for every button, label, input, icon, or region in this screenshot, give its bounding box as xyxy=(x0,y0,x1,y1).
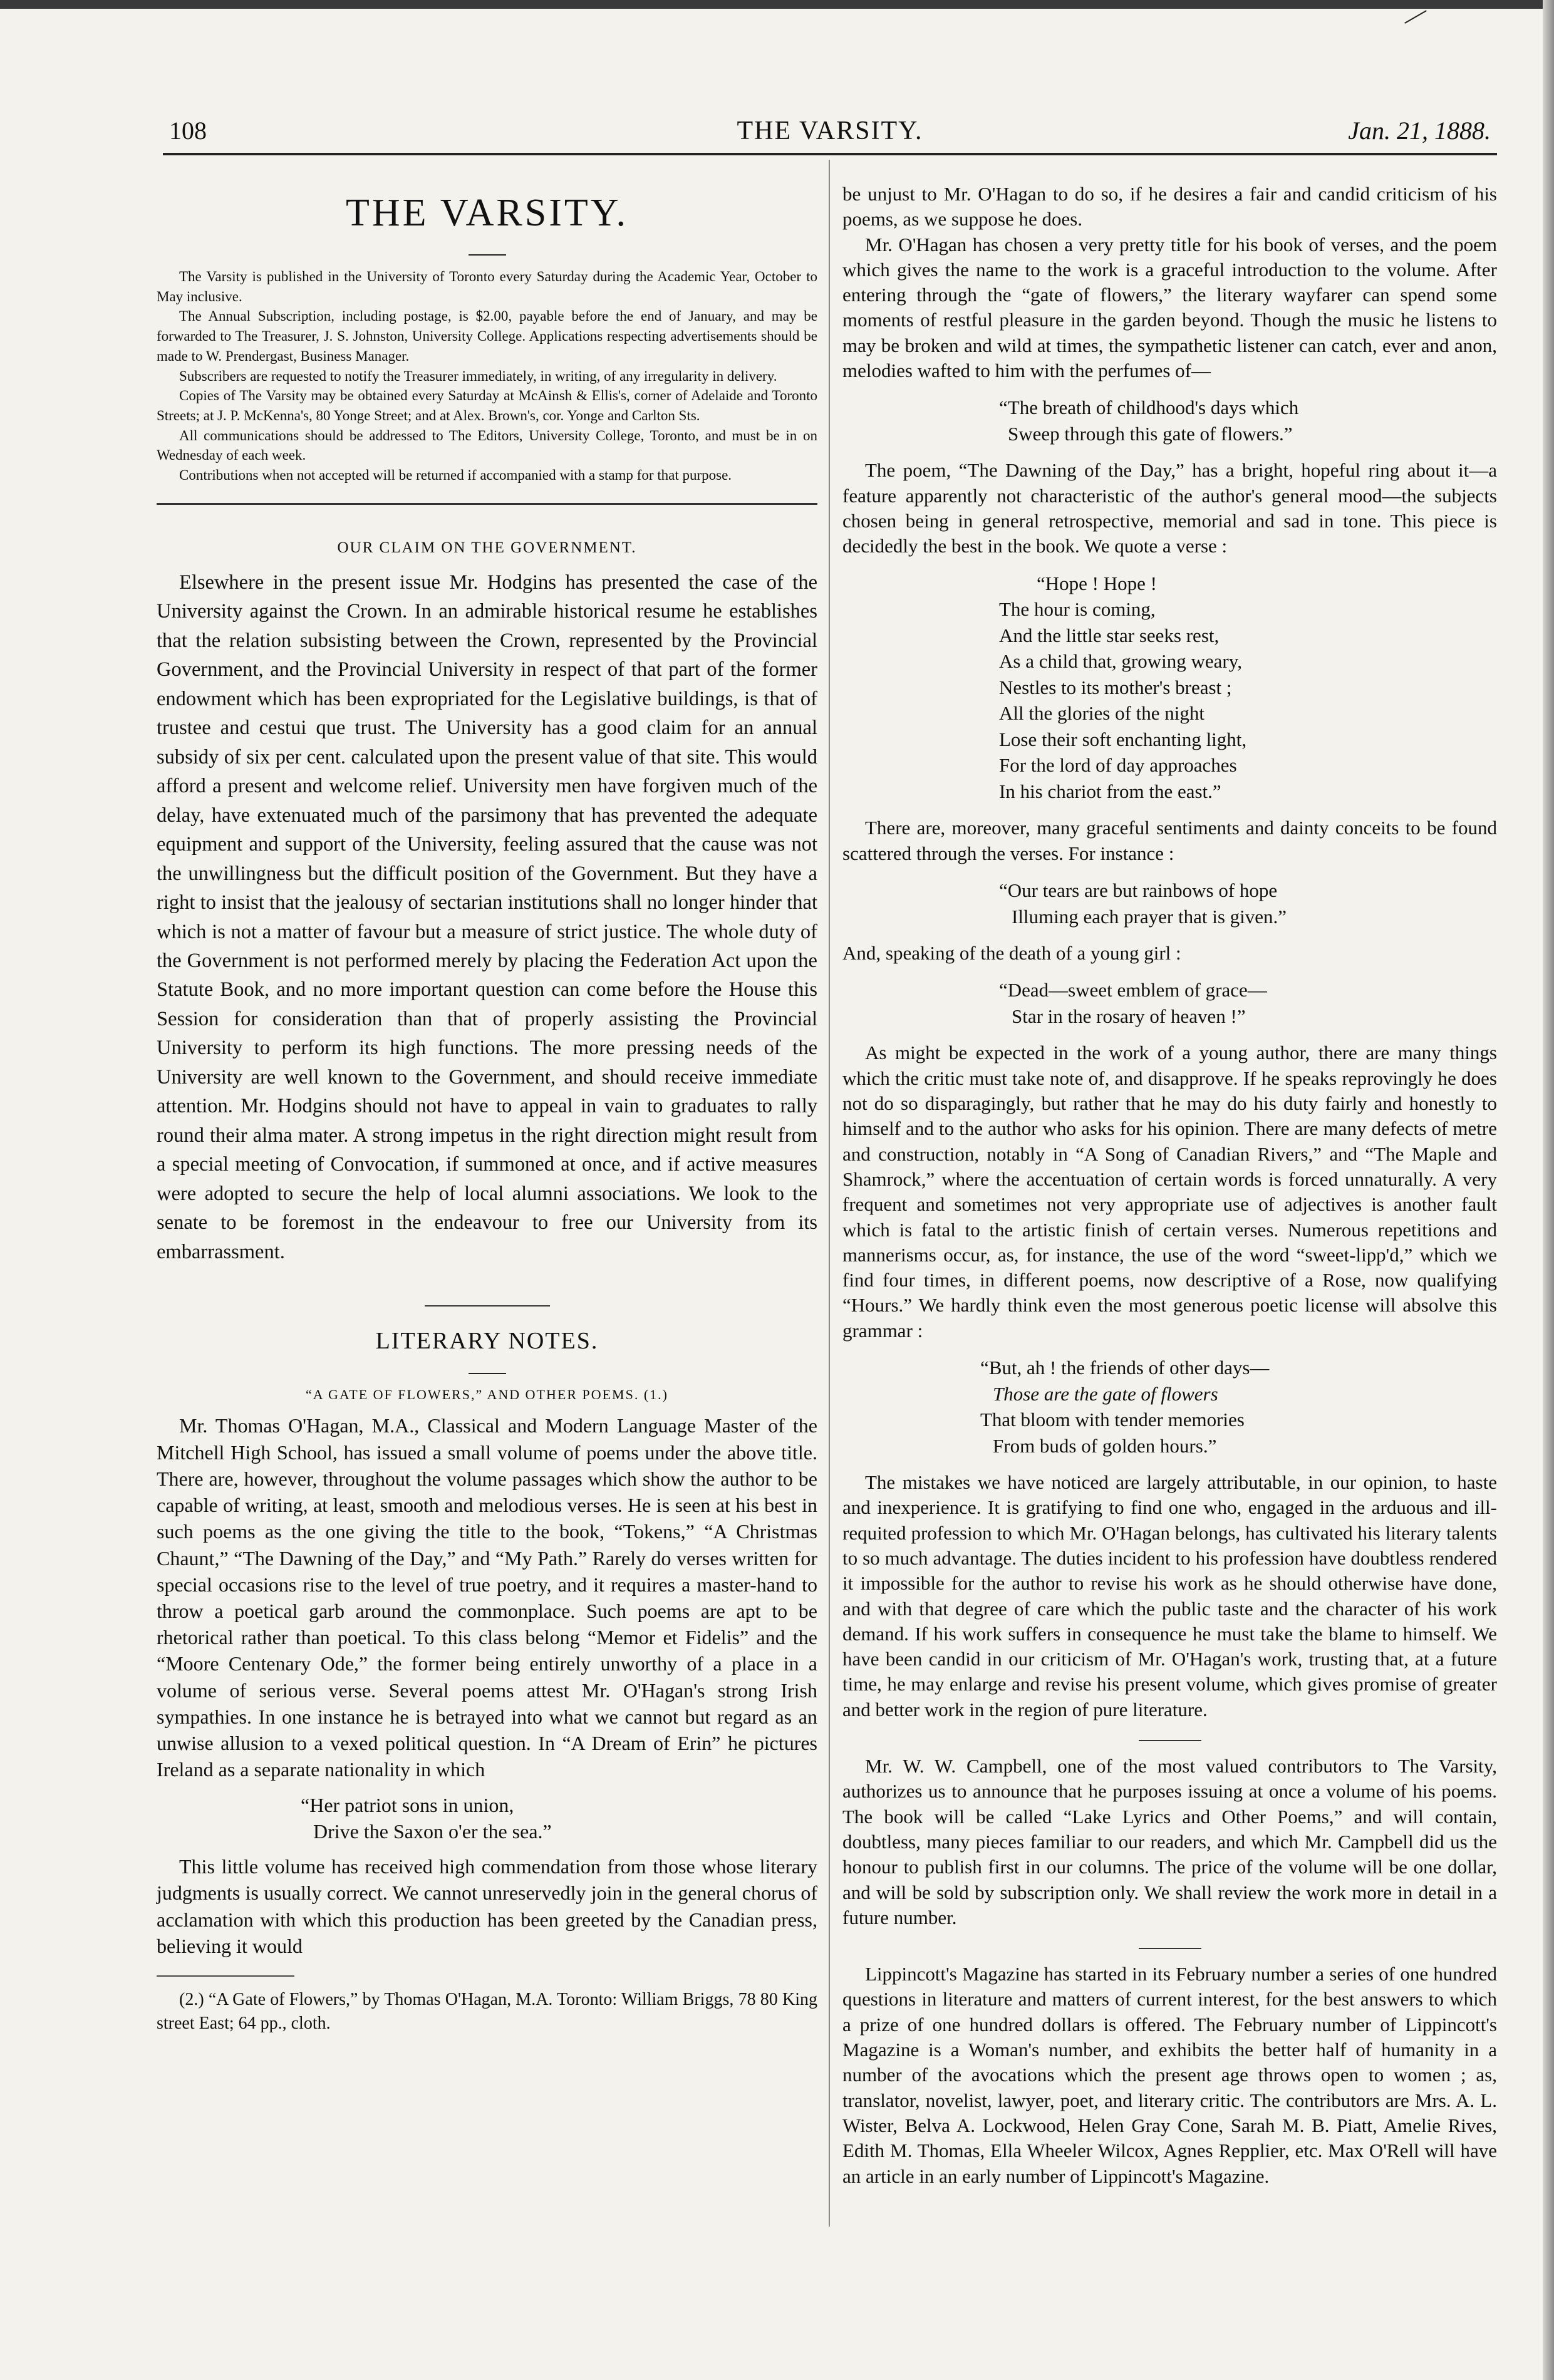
info-paragraph: Contributions when not accepted will be returned if accompanied with a stamp for that purpose. xyxy=(179,467,732,484)
review-paragraph: And, speaking of the death of a young girl : xyxy=(842,942,1181,965)
verse-line: “Hope ! Hope ! xyxy=(1037,572,1157,594)
review-subtitle: “A GATE OF FLOWERS,” AND OTHER POEMS. (1.) xyxy=(306,1387,668,1403)
note-rule xyxy=(1139,1740,1201,1741)
page-right-edge xyxy=(1543,0,1554,2380)
verse-line: Sweep through this gate of flowers.” xyxy=(1008,422,1293,445)
verse-line: “Our tears are but rainbows of hope xyxy=(999,879,1278,901)
quoted-verse xyxy=(980,1355,1497,1459)
verse-line: Star in the rosary of heaven !” xyxy=(1012,1005,1246,1027)
campbell-note: Mr. W. W. Campbell, one of the most valued contributors to The Varsity, authorizes us to announce that he purposes issuing at once a volume of his poems. The book will be called “Lake Lyrics and Other Poems,” and will contain, doubtless, many pieces familiar to our readers, and which Mr. Campbell did us the honour to publish first in our columns. The price of the volume will be one dollar, and will be sold by subscription only. We shall review the work more in detail in a future number. xyxy=(842,1755,1497,1928)
info-paragraph: The Varsity is published in the University of Toronto every Saturday during the Academic Year, October to May inclusive. xyxy=(157,268,817,304)
footnote-rule xyxy=(157,1975,294,1977)
page-number: 108 xyxy=(169,116,207,145)
info-paragraph: The Annual Subscription, including postage, is $2.00, payable before the end of January, and may be forwarded to The Treasurer, J. S. Johnston, University College. Applications respecting advertisements should be made to W. Prendergast, Business Manager. xyxy=(157,308,817,364)
verse-line: Lose their soft enchanting light, xyxy=(999,728,1247,750)
quoted-verse xyxy=(301,1792,817,1844)
section-rule xyxy=(425,1305,550,1306)
editorial-title: OUR CLAIM ON THE GOVERNMENT. xyxy=(337,539,637,556)
literary-notes-title: LITERARY NOTES. xyxy=(375,1328,599,1355)
quoted-verse xyxy=(999,977,1497,1029)
verse-line: From buds of golden hours.” xyxy=(993,1434,1217,1457)
review-paragraph: The poem, “The Dawning of the Day,” has a bright, hopeful ring about it—a feature apparently not characteristic of the author's general mood—the subjects chosen being in general retrospective, memorial and sad in tone. This piece is decidedly the best in the book. We quote a verse : xyxy=(842,459,1497,557)
info-paragraph: Copies of The Varsity may be obtained every Saturday at McAinsh & Ellis's, corner of Adelaide and Toronto Streets; at J. P. McKenna's, 80 Yonge Street; and at Alex. Brown's, cor. Yonge and Carlton Sts. xyxy=(157,388,817,423)
verse-line: For the lord of day approaches xyxy=(999,754,1237,777)
footnote: (2.) “A Gate of Flowers,” by Thomas O'Hagan, M.A. Toronto: William Briggs, 78 80 King street East; 64 pp., cloth. xyxy=(157,1990,817,2034)
right-column xyxy=(842,182,1497,2189)
masthead: THE VARSITY. xyxy=(345,192,629,234)
info-paragraph: All communications should be addressed to The Editors, University College, Toronto, and must be in on Wednesday of each week. xyxy=(157,427,817,463)
publication-info xyxy=(157,267,817,485)
header-rule xyxy=(163,153,1497,155)
column-divider xyxy=(829,160,830,2227)
verse-line: All the glories of the night xyxy=(999,702,1205,725)
review-paragraph: This little volume has received high commendation from those whose literary judgments is usually correct. We cannot unreservedly join in the general chorus of acclamation with which this production has been greeted by the Canadian press, believing it would xyxy=(157,1855,817,1957)
verse-line: In his chariot from the east.” xyxy=(999,780,1221,802)
review-paragraph: Mr. Thomas O'Hagan, M.A., Classical and Modern Language Master of the Mitchell High School, has issued a small volume of poems under the above title. There are, however, throughout the volume passages which show the author to be capable of writing, at least, smooth and melodious verses. He is seen at his best in such poems as the one giving the title to the book, “Tokens,” “A Christmas Chaunt,” “The Dawning of the Day,” and “My Path.” Rarely do verses written for special occasions rise to the level of true poetry, and it requires a master-hand to throw a poetical garb around the commonplace. Such poems are apt to be rhetorical rather than poetical. To this class belong “Memor et Fidelis” and the “Moore Centenary Ode,” the former being entirely unworthy of a place in a volume of serious verse. Several poems attest Mr. O'Hagan's strong Irish sympathies. In one instance he is betrayed into what we cannot but regard as an unwise allusion to a vexed political question. In “A Dream of Erin” he pictures Ireland as a separate nationality in which xyxy=(157,1414,817,1781)
verse-line: Drive the Saxon o'er the sea.” xyxy=(313,1819,552,1843)
verse-line: “Dead—sweet emblem of grace— xyxy=(999,979,1267,1001)
running-title: THE VARSITY. xyxy=(737,116,923,145)
review-paragraph: Mr. O'Hagan has chosen a very pretty title for his book of verses, and the poem which gives the name to the work is a graceful introduction to the volume. After entering through the “gate of flowers,” the literary wayfarer can spend some moments of restful pleasure in the garden beyond. Though the music he listens to may be broken and wild at times, the sympathetic listener can catch, ever and anon, melodies wafted to him with the perfumes of— xyxy=(842,233,1497,382)
verse-line: “Her patriot sons in union, xyxy=(301,1793,514,1816)
review-paragraph: There are, moreover, many graceful sentiments and dainty conceits to be found scattered through the verses. For instance : xyxy=(842,817,1497,864)
quoted-verse xyxy=(999,395,1497,447)
review-paragraph: As might be expected in the work of a young author, there are many things which the critic must take note of, and disapprove. If he speaks reprovingly he does not do so disparagingly, but rather that he may do his duty fairly and honestly to himself and to the author who asks for his opinion. There are many defects of metre and construction, notably in “A Song of Canadian Rivers,” and “The Maple and Shamrock,” where the accentuation of certain words is forced unnaturally. A very frequent and sometimes not very appropriate use of adjectives is another fault which is fatal to the artistic finish of certain verses. Numerous repetitions and mannerisms occur, as, for instance, the use of the word “sweet-lipp'd,” which we find four times, in different poems, now descriptive of a Rose, now qualifying “Hours.” We hardly think even the most generous poetic license will absolve this grammar : xyxy=(842,1042,1497,1342)
section-rule xyxy=(157,503,817,505)
info-paragraph: Subscribers are requested to notify the Treasurer immediately, in writing, of any irregularity in delivery. xyxy=(179,368,777,384)
quoted-verse xyxy=(999,571,1497,805)
quoted-verse xyxy=(999,877,1497,929)
verse-line: “The breath of childhood's days which xyxy=(999,396,1299,419)
editorial-paragraph: Elsewhere in the present issue Mr. Hodgins has presented the case of the University against the Crown. In an admirable historical resume he establishes that the relation subsisting between the Crown, represented by the Provincial Government, and the Provincial University in respect of that part of the former endowment which has been expropriated for the Legislative buildings, is that of trustee and cestui que trust. The University has a good claim for an annual subsidy of six per cent. calculated upon the present value of that site. This would afford a present and welcome relief. University men have forgiven much of the delay, have extenuated much of the parsimony that has prevented the adequate equipment and support of the University, feeling assured that the cause was not the unwillingness but the difficult position of the Government. But they have a right to insist that the jealousy of sectarian institutions shall no longer hinder that which is not a matter of favour but a measure of strict justice. The whole duty of the Government is not performed merely by placing the Federation Act upon the Statute Book, and no more important question can come before the House this Session for consideration than that of properly assisting the Provincial University to perform its high functions. The more pressing needs of the University are well known to the Government, and should receive immediate attention. Mr. Hodgins should not have to appeal in vain to graduates to rally round their alma mater. A strong impetus in the right direction might result from a special meeting of Convocation, if summoned at once, and if active measures were adopted to secure the help of local alumni associations. We look to the senate to be foremost in the endeavour to free our University from its embarrassment. xyxy=(157,571,817,1263)
verse-line: As a child that, growing weary, xyxy=(999,650,1242,673)
verse-line: “But, ah ! the friends of other days— xyxy=(980,1356,1270,1379)
review-paragraph: be unjust to Mr. O'Hagan to do so, if he desires a fair and candid criticism of his poems, as we suppose he does. xyxy=(842,183,1497,230)
lippincott-note: Lippincott's Magazine has started in its February number a series of one hundred questions in literature and matters of current interest, for the best answers to which a prize of one hundred dollars is offered. The February number of Lippincott's Magazine is a Woman's number, and exhibits the better half of humanity in a number of the avocations which the present age throws open to women ; as, translator, novelist, lawyer, poet, and literary critic. The contributors are Mrs. A. L. Wister, Belva A. Lockwood, Helen Gray Cone, Sarah M. B. Piatt, Amelie Rives, Edith M. Thomas, Ella Wheeler Wilcox, Agnes Repplier, etc. Max O'Rell will have an article in an early number of Lippincott's Magazine. xyxy=(842,1963,1497,2187)
verse-line: That bloom with tender memories xyxy=(980,1409,1245,1431)
verse-line: And the little star seeks rest, xyxy=(999,624,1220,646)
page-header xyxy=(169,116,1491,153)
editorial-body xyxy=(157,568,817,1266)
masthead-rule xyxy=(469,254,506,256)
left-column xyxy=(157,182,817,2036)
verse-line: Nestles to its mother's breast ; xyxy=(999,676,1232,698)
issue-date: Jan. 21, 1888. xyxy=(1348,116,1491,145)
verse-line: The hour is coming, xyxy=(999,598,1156,621)
note-rule xyxy=(1139,1948,1201,1949)
corner-mark xyxy=(1404,10,1427,24)
page-top-edge xyxy=(0,0,1554,9)
verse-line: Illuming each prayer that is given.” xyxy=(1012,905,1287,928)
verse-line: Those are the gate of flowers xyxy=(993,1382,1218,1405)
literary-rule xyxy=(469,1373,506,1374)
review-body xyxy=(157,1412,817,1959)
review-paragraph: The mistakes we have noticed are largely attributable, in our opinion, to haste and inexperience. It is gratifying to find one who, engaged in the arduous and ill-requited profession to which Mr. O'Hagan belongs, has cultivated his literary talents to so much advantage. The duties incident to his profession have doubtless rendered it impossible for the author to revise his work as he should otherwise have done, and with that degree of care which the public taste and the character of his work demand. If his work suffers in consequence he must take the blame to himself. We have been candid in our criticism of Mr. O'Hagan's work, trusting that, at a future time, he may enlarge and revise his present volume, which gives promise of greater and better work in the region of pure literature. xyxy=(842,1471,1497,1720)
